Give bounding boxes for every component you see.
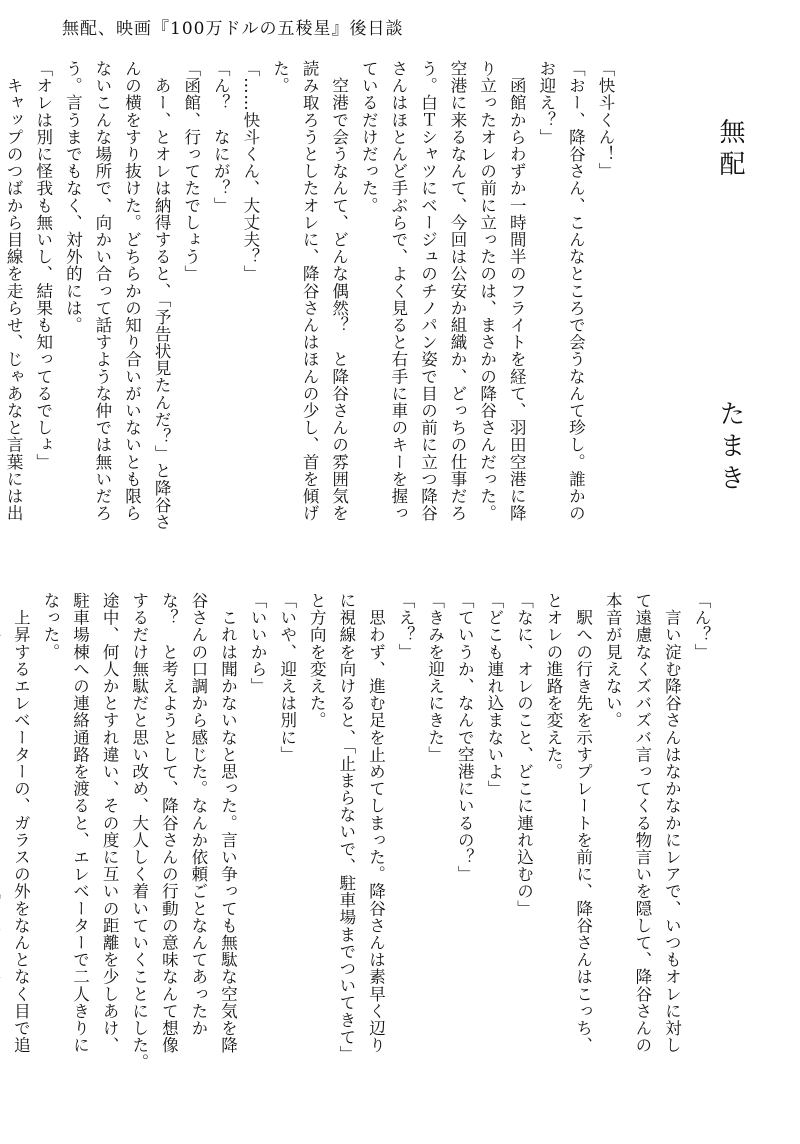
- lower-text-column: [11, 592, 716, 1102]
- text-line: [0, 592, 6, 1102]
- text-line: と方向を変えた。: [307, 592, 327, 729]
- text-line: 読み取ろうとしたオレに、降谷さんはほんの少し、首を傾げ: [300, 60, 320, 522]
- text-line: なった。: [40, 592, 60, 661]
- text-line: に視線を向けると、「止まらないで、駐車場までついてきて」: [336, 592, 356, 1063]
- text-line: 「いや、迎えは別に」: [277, 592, 297, 763]
- text-line: これは聞かないなと思った。言い争っても無駄な空気を降: [218, 592, 238, 1054]
- text-line: 「……快斗くん、大丈夫？」: [240, 60, 260, 283]
- text-line: 「ん？」: [692, 592, 711, 661]
- text-line: さんはほとんど手ぶらで、よく見ると右手に車のキーを握っ: [388, 60, 408, 522]
- text-line: 駐車場棟への連絡通路を渡ると、エレベーターで二人きりに: [70, 592, 90, 1054]
- text-line: 空港で会うなんて、どんな偶然？ と降谷さんの雰囲気を: [329, 60, 349, 522]
- text-line: んの横をすり抜けた。どちらかの知り合いがいないとも限ら: [122, 60, 142, 522]
- text-line: 上昇するエレベーターの、ガラスの外をなんとなく目で追: [11, 592, 31, 1054]
- text-line: あー、とオレは納得すると、「予告状見たんだ？」と降谷さ: [152, 60, 172, 531]
- text-line: 「オレは別に怪我も無いし、結果も知ってるでしょ」: [33, 60, 53, 471]
- text-line: 途中、何人かとすれ違い、その度に互いの距離を少しあけ、: [100, 592, 120, 1054]
- text-line: 「いいから」: [248, 592, 268, 695]
- text-line: 「どこも連れ込まないよ」: [484, 592, 504, 798]
- text-line: お迎え？」: [536, 60, 556, 146]
- text-line: ないこんな場所で、向かい合って話すような仲では無いだろ: [92, 60, 112, 522]
- upper-text-column: [4, 60, 620, 570]
- text-line: 函館からわずか一時間半のフライトを経て、羽田空港に降: [507, 60, 527, 522]
- text-line: り立ったオレの前に立ったのは、まさかの降谷さんだった。: [477, 60, 497, 522]
- text-line: 「ん？ なにが？」: [211, 60, 231, 214]
- text-line: 「おー、降谷さん、こんなところで会うなんて珍し。誰かの: [566, 60, 586, 522]
- text-line: 駅への行き先を示すプレートを前に、降谷さんはこっち、: [573, 592, 593, 1054]
- story-author: たまき: [715, 400, 745, 496]
- text-line: 「なに、オレのこと、どこに連れ込むの」: [514, 592, 534, 917]
- text-line: 谷さんの口調から感じた。なんか依頼ごとなんてあったか: [188, 592, 208, 1037]
- running-header: 無配、映画『100万ドルの五稜星』後日談: [62, 19, 404, 39]
- text-line: 「え？」: [396, 592, 416, 661]
- text-line: 「きみを迎えにきた」: [425, 592, 445, 763]
- text-line: 言い淀む降谷さんはなかなかにレアで、いつもオレに対し: [662, 592, 682, 1054]
- text-line: 「快斗くん！」: [596, 60, 615, 180]
- text-line: 空港に来るなんて、今回は公安か組織か、どっちの仕事だろ: [448, 60, 468, 522]
- text-line: な？ と考えようとして、降谷さんの行動の意味なんて想像: [159, 592, 179, 1054]
- text-line: 「函館、行ってたでしょう」: [181, 60, 201, 283]
- text-line: 思わず、進む足を止めてしまった。降谷さんは素早く辺り: [366, 592, 386, 1054]
- text-line: とオレの進路を変えた。: [544, 592, 564, 781]
- text-line: う。言うまでもなく、対外的には。: [63, 60, 83, 334]
- text-line: 「ていうか、なんで空港にいるの？」: [455, 592, 475, 883]
- text-line: 本音が見えない。: [603, 592, 623, 729]
- text-line: う。白Ｔシャツにベージュのチノパン姿で目の前に立つ降谷: [418, 60, 438, 522]
- text-line: ているだけだった。: [359, 60, 379, 214]
- story-title: 無配: [715, 118, 745, 182]
- text-line: するだけ無駄だと思い改め、大人しく着いていくことにした。: [129, 592, 149, 1071]
- text-line: キャップのつばから目線を走らせ、じゃあなと言葉には出: [4, 60, 24, 522]
- text-line: た。: [270, 60, 290, 95]
- text-line: て遠慮なくズバズバ言ってくる物言いを隠して、降谷さんの: [632, 592, 652, 1054]
